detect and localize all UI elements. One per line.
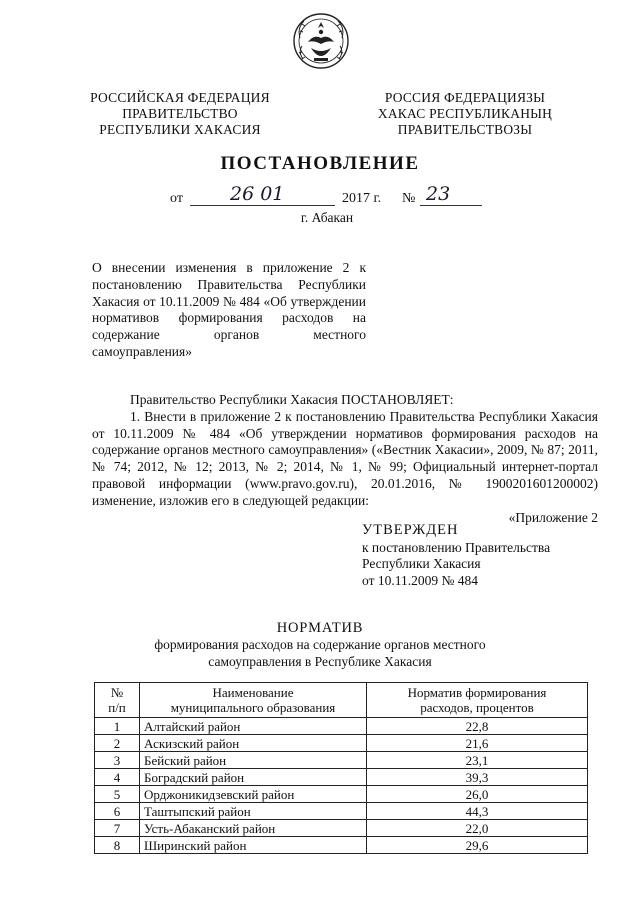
header-left-line: РОССИЙСКАЯ ФЕДЕРАЦИЯ — [90, 90, 270, 105]
header-municipality-line2: муниципального образования — [170, 700, 336, 715]
table-row — [95, 803, 588, 820]
table-row — [95, 837, 588, 854]
row-value: 22,0 — [367, 820, 588, 837]
row-municipality: Аскизский район — [140, 735, 367, 752]
normative-title: НОРМАТИВ — [276, 620, 364, 636]
handwritten-date: 26 01 — [230, 183, 285, 205]
row-value: 22,8 — [367, 718, 588, 735]
header-normative — [367, 683, 588, 718]
table-row — [95, 718, 588, 735]
row-value: 39,3 — [367, 769, 588, 786]
number-sign: № — [402, 191, 416, 206]
body-paragraph-resolves: Правительство Республики Хакасия ПОСТАНОВЛЯЕТ: — [130, 392, 454, 407]
row-value: 23,1 — [367, 752, 588, 769]
header-left-line: РЕСПУБЛИКИ ХАКАСИЯ — [99, 122, 261, 137]
row-municipality: Боградский район — [140, 769, 367, 786]
row-value: 29,6 — [367, 837, 588, 854]
header-number — [95, 683, 140, 718]
row-number: 8 — [95, 837, 140, 854]
normative-table — [94, 682, 588, 854]
body-paragraph-amendment: 1. Внести в приложение 2 к постановлению Правительства Республики Хакасия от 10.11.2009 № 484 «Об утверждении нормативов формирования расходов на содержание органов местного самоуправления» («Вестник Хакасии», 2009, № 87; 2011, № 74; 2012, № 12; 2013, № 2; 2014, № 1, № 99; Официальный интернет-портал правовой информации (www.pravo.gov.ru), 20.01.2016, № 1900201601200002) изменение, изложив его в следующей редакции: — [92, 408, 598, 508]
table-header-row — [95, 683, 588, 718]
appendix-label: «Приложение 2 — [508, 509, 598, 525]
row-municipality: Алтайский район — [140, 718, 367, 735]
row-number: 6 — [95, 803, 140, 820]
header-number-line1: № — [110, 685, 124, 700]
row-value: 21,6 — [367, 735, 588, 752]
table-row — [95, 752, 588, 769]
row-number: 2 — [95, 735, 140, 752]
city-line — [0, 210, 640, 226]
approval-line: Республики Хакасия — [362, 556, 481, 571]
document-subject: О внесении изменения в приложение 2 к постановлению Правительства Республики Хакасия от 10.11.2009 № 484 «Об утверждении нормативов формирования расходов на содержание органов местного самоуправления» — [92, 260, 366, 359]
row-municipality: Ширинский район — [140, 837, 367, 854]
header-number-line2: п/п — [108, 700, 126, 715]
year-text: 2017 г. — [342, 191, 382, 206]
normative-subtitle-line: формирования расходов на содержание органов местного — [154, 637, 486, 652]
row-municipality: Орджоникидзевский район — [140, 786, 367, 803]
header-municipality — [140, 683, 367, 718]
row-municipality: Бейский район — [140, 752, 367, 769]
document-body — [92, 392, 598, 526]
date-number-line — [170, 183, 490, 210]
normative-subtitle — [0, 637, 640, 670]
row-municipality: Усть-Абаканский район — [140, 820, 367, 837]
header-normative-line2: расходов, процентов — [420, 700, 534, 715]
header-municipality-line1: Наименование — [212, 685, 294, 700]
row-number: 5 — [95, 786, 140, 803]
approval-title: УТВЕРЖДЕН — [362, 522, 459, 538]
header-left-line: ПРАВИТЕЛЬСТВО — [122, 106, 238, 121]
table-row — [95, 820, 588, 837]
header-left-block — [60, 90, 300, 138]
table-row — [95, 735, 588, 752]
header-right-line: ПРАВИТЕЛЬСТВОЗЫ — [397, 122, 533, 137]
date-prefix: от — [170, 191, 183, 206]
table-row — [95, 769, 588, 786]
header-right-block — [345, 90, 585, 138]
row-value: 44,3 — [367, 803, 588, 820]
approval-line: от 10.11.2009 № 484 — [362, 572, 478, 588]
row-number: 4 — [95, 769, 140, 786]
document-title: ПОСТАНОВЛЕНИЕ — [220, 153, 420, 174]
republic-emblem-icon — [292, 12, 350, 70]
row-number: 3 — [95, 752, 140, 769]
row-number: 1 — [95, 718, 140, 735]
approval-line: к постановлению Правительства — [362, 539, 551, 555]
number-underline — [420, 205, 482, 206]
approval-block — [362, 522, 602, 589]
header-normative-line1: Норматив формирования — [407, 685, 547, 700]
city: г. Абакан — [300, 210, 354, 225]
row-municipality: Таштыпский район — [140, 803, 367, 820]
normative-subtitle-line: самоуправления в Республике Хакасия — [208, 653, 432, 669]
row-number: 7 — [95, 820, 140, 837]
table-row — [95, 786, 588, 803]
header-right-line: РОССИЯ ФЕДЕРАЦИЯЗЫ — [384, 90, 546, 105]
date-underline — [190, 205, 335, 206]
handwritten-number: 23 — [426, 183, 451, 205]
header-right-line: ХАКАС РЕСПУБЛИКАНЫҢ — [377, 106, 553, 121]
row-value: 26,0 — [367, 786, 588, 803]
